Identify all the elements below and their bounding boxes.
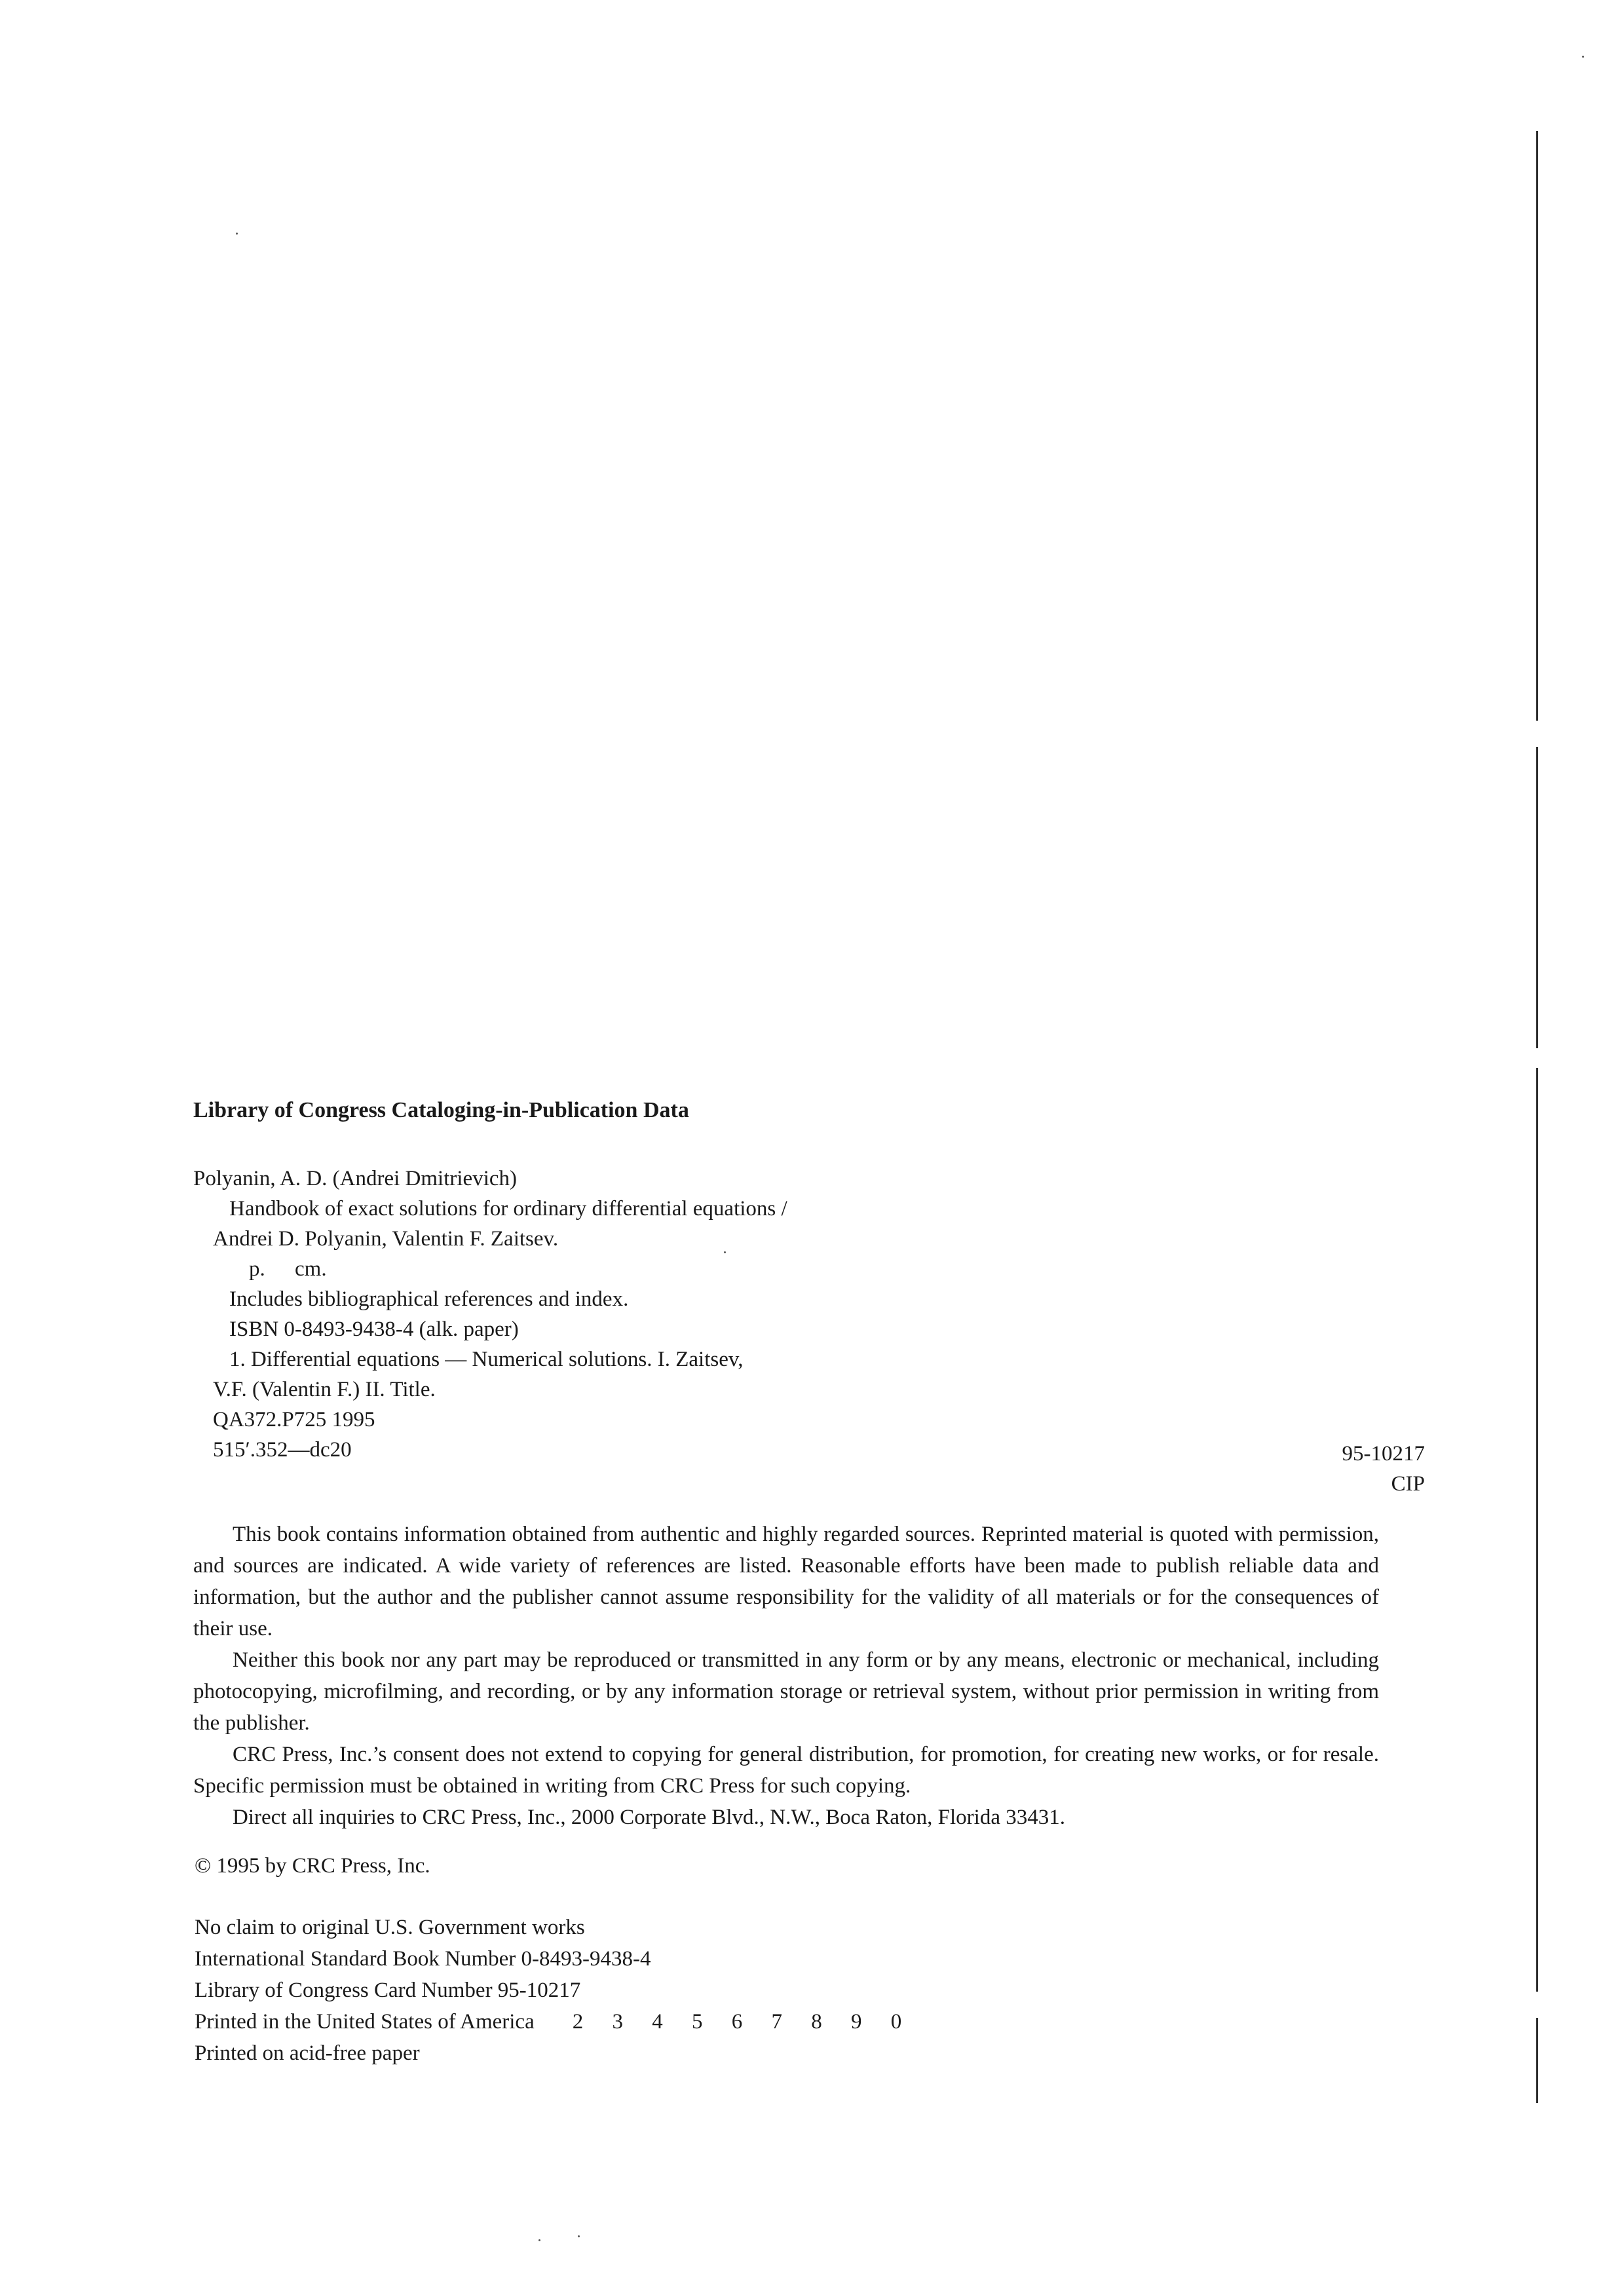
cip-label: CIP [1391,1472,1425,1496]
legal-paragraph: Direct all inquiries to CRC Press, Inc., 2000 Corporate Blvd., N.W., Boca Raton, Florida 33431. [233,1806,1065,1829]
printed-in-line [195,2006,913,2037]
cip-heading: Library of Congress Cataloging-in-Publication Data [193,1098,689,1122]
legal-paragraph: This book contains information obtained from authentic and highly regarded sources. Reprinted material is quoted with permission, and sources are indicated. A wide variety of references are listed. Reasonable efforts have been made to publish reliable data and information, but the author and the publisher cannot assume responsibility for the validity of all materials or for the consequences of their use. [193,1523,1379,1640]
scan-speck [538,2239,540,2241]
cip-lc-class: QA372.P725 1995 [213,1408,375,1431]
cip-title: Handbook of exact solutions for ordinary differential equations / [229,1197,787,1221]
cip-authors: Andrei D. Polyanin, Valentin F. Zaitsev. [213,1227,559,1251]
cip-author: Polyanin, A. D. (Andrei Dmitrievich) [193,1167,518,1190]
isbn-line: International Standard Book Number 0-8493-9438-4 [195,1947,651,1971]
scan-edge-line [1536,1068,1538,1992]
copyright-line: © 1995 by CRC Press, Inc. [195,1854,430,1878]
scan-speck [236,233,238,235]
printing-sequence: 2 3 4 5 6 7 8 9 0 [572,2010,914,2034]
printed-in-text: Printed in the United States of America [195,2010,535,2034]
cip-subjects: 1. Differential equations — Numerical solutions. I. Zaitsev, [229,1348,744,1371]
scan-edge-line [1536,2018,1538,2103]
scan-speck [578,2235,580,2237]
scan-speck [1582,56,1584,58]
legal-notice [193,1519,1379,1833]
cip-lccn: 95-10217 [1342,1442,1425,1466]
scan-edge-line [1536,131,1538,721]
cip-added-entries: V.F. (Valentin F.) II. Title. [213,1378,436,1401]
cip-control-numbers [1342,1439,1426,1499]
scan-edge-line [1536,747,1538,1048]
cip-isbn: ISBN 0-8493-9438-4 (alk. paper) [229,1317,519,1341]
no-claim-line: No claim to original U.S. Government works [195,1916,585,1939]
cip-record [193,1164,1425,1496]
cip-dewey: 515′.352—dc20 [213,1438,352,1462]
cip-size: cm. [295,1257,327,1281]
cip-pages: p. [249,1257,265,1281]
legal-paragraph: Neither this book nor any part may be reproduced or transmitted in any form or by any means, electronic or mechanical, including photocopying, microfilming, and recording, or by any information storage or retrieval system, without prior permission in writing from the publisher. [193,1648,1379,1735]
cip-notes: Includes bibliographical references and index. [229,1287,629,1311]
legal-paragraph: CRC Press, Inc.’s consent does not extend to copying for general distribution, for promotion, for creating new works, or for resale. Specific permission must be obtained in writing from CRC Press for such copying. [193,1743,1379,1798]
acid-free-line: Printed on acid-free paper [195,2041,420,2065]
cip-physical [193,1254,1425,1284]
lccn-line: Library of Congress Card Number 95-10217 [195,1979,581,2002]
publication-info [195,1912,913,2069]
